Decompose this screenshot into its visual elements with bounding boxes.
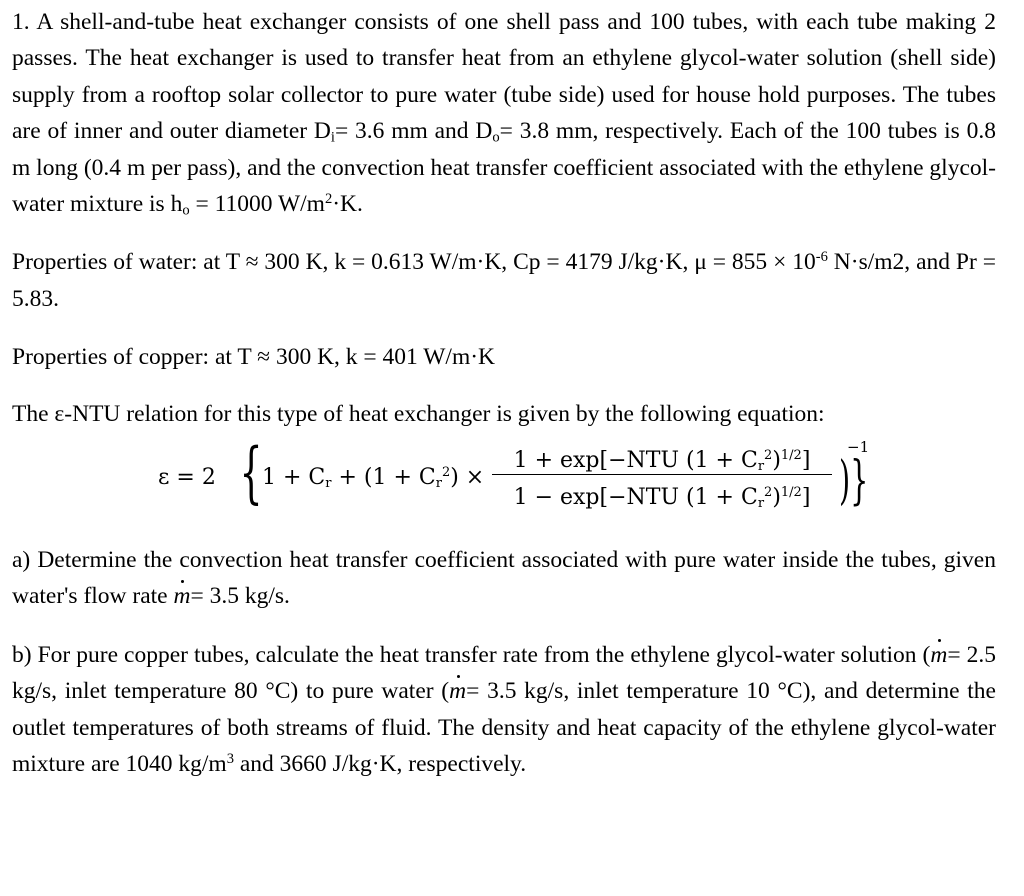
intro-text-1: 1. A shell-and-tube heat exchanger consists of one shell pass and 100 tubes, with each tube making 2 passes. The heat exchanger is used to transfer heat from an ethylene glycol-water solution (shell side) supply from a rooftop solar collector to pure water (tube side) used for house hold purposes. The tubes are of inner and outer diameter D <box>12 9 996 145</box>
num-text-c: ] <box>801 448 811 474</box>
den-sub-r: r <box>757 496 765 512</box>
water-text-2: N·s/m2, and Pr = 5.83. <box>12 249 996 312</box>
problem-intro-paragraph <box>12 4 996 222</box>
equation-fraction <box>492 440 832 512</box>
equation-middle-term <box>262 465 484 491</box>
mid-text-a: 1 + C <box>262 465 326 491</box>
num-text-b: ) <box>772 448 781 474</box>
copper-properties-paragraph: Properties of copper: at T ≈ 300 K, k = 401 W/m·K <box>12 344 496 371</box>
mid-text-c: ) × <box>450 465 485 491</box>
water-properties-paragraph <box>12 244 996 317</box>
fraction-numerator <box>492 440 832 475</box>
part-b-text-1: b) For pure copper tubes, calculate the heat transfer rate from the ethylene glycol-water solution ( <box>12 641 931 668</box>
superscript-3: 3 <box>226 751 234 768</box>
intro-text-3: = 3.8 mm, respectively. Each of the 100 tubes is 0.8 m long (0.4 m per pass), and the convection heat transfer coefficient associated with the ethylene glycol-water mixture is h <box>12 118 996 218</box>
mass-flow-symbol-glycol: m <box>930 637 947 673</box>
num-text-a: 1 + exp[−NTU (1 + C <box>513 448 758 474</box>
den-text-b: ) <box>772 485 781 511</box>
part-a-text-1: a) Determine the convection heat transfer coefficient associated with pure water inside the tubes, given water's flow rate <box>12 547 996 610</box>
effectiveness-equation <box>12 434 996 522</box>
mid-sup-2: 2 <box>441 465 451 481</box>
part-a-paragraph <box>12 542 996 615</box>
den-sup-half: 1/2 <box>780 485 802 501</box>
num-sup-half: 1/2 <box>780 448 802 464</box>
part-b-text-3: = 3.5 kg/s, inlet temperature 10 °C), and determine the outlet temperatures of both streams of fluid. The density and heat capacity of the ethylene glycol-water mixture are 1040 kg/m <box>12 678 996 778</box>
den-text-c: ] <box>801 485 811 511</box>
water-text-1: Properties of water: at T ≈ 300 K, k = 0.613 W/m·K, Cp = 4179 J/kg·K, μ = 855 × 10 <box>12 249 816 276</box>
superscript-2: 2 <box>324 191 333 208</box>
subscript-o-h: o <box>182 202 190 219</box>
num-sub-r: r <box>757 459 765 475</box>
intro-text-2: = 3.6 mm and D <box>334 118 493 145</box>
mid-sub-r1: r <box>325 476 332 492</box>
subscript-o: o <box>492 129 500 146</box>
equation-lhs: ε = 2 <box>158 465 216 491</box>
mass-flow-symbol: m <box>173 578 190 614</box>
fraction-bar <box>492 474 832 475</box>
den-sup-2: 2 <box>764 485 773 501</box>
intro-text-4: = 11000 W/m <box>189 191 325 218</box>
den-text-a: 1 − exp[−NTU (1 + C <box>513 485 758 511</box>
left-brace: { <box>239 434 263 512</box>
mid-text-b: + (1 + C <box>331 465 436 491</box>
water-exponent: -6 <box>815 249 828 266</box>
part-a-text-2: = 3.5 kg/s. <box>190 583 290 610</box>
subscript-i: i <box>330 129 335 146</box>
entu-intro-paragraph: The ε-NTU relation for this type of heat exchanger is given by the following equation: <box>12 400 825 427</box>
mid-sub-r2: r <box>435 476 442 492</box>
part-b-text-2: = 2.5 kg/s, inlet temperature 80 °C) to pure water ( <box>12 641 996 705</box>
right-brace: )} <box>839 451 869 512</box>
mass-flow-symbol-water: m <box>449 673 466 709</box>
intro-text-5: ·K. <box>332 191 363 218</box>
part-b-paragraph <box>12 637 996 783</box>
fraction-denominator <box>492 477 832 512</box>
part-b-text-4: and 3660 J/kg·K, respectively. <box>234 751 527 778</box>
num-sup-2: 2 <box>764 448 773 464</box>
equation-exponent: −1 <box>847 438 870 457</box>
problem-document <box>12 4 996 783</box>
